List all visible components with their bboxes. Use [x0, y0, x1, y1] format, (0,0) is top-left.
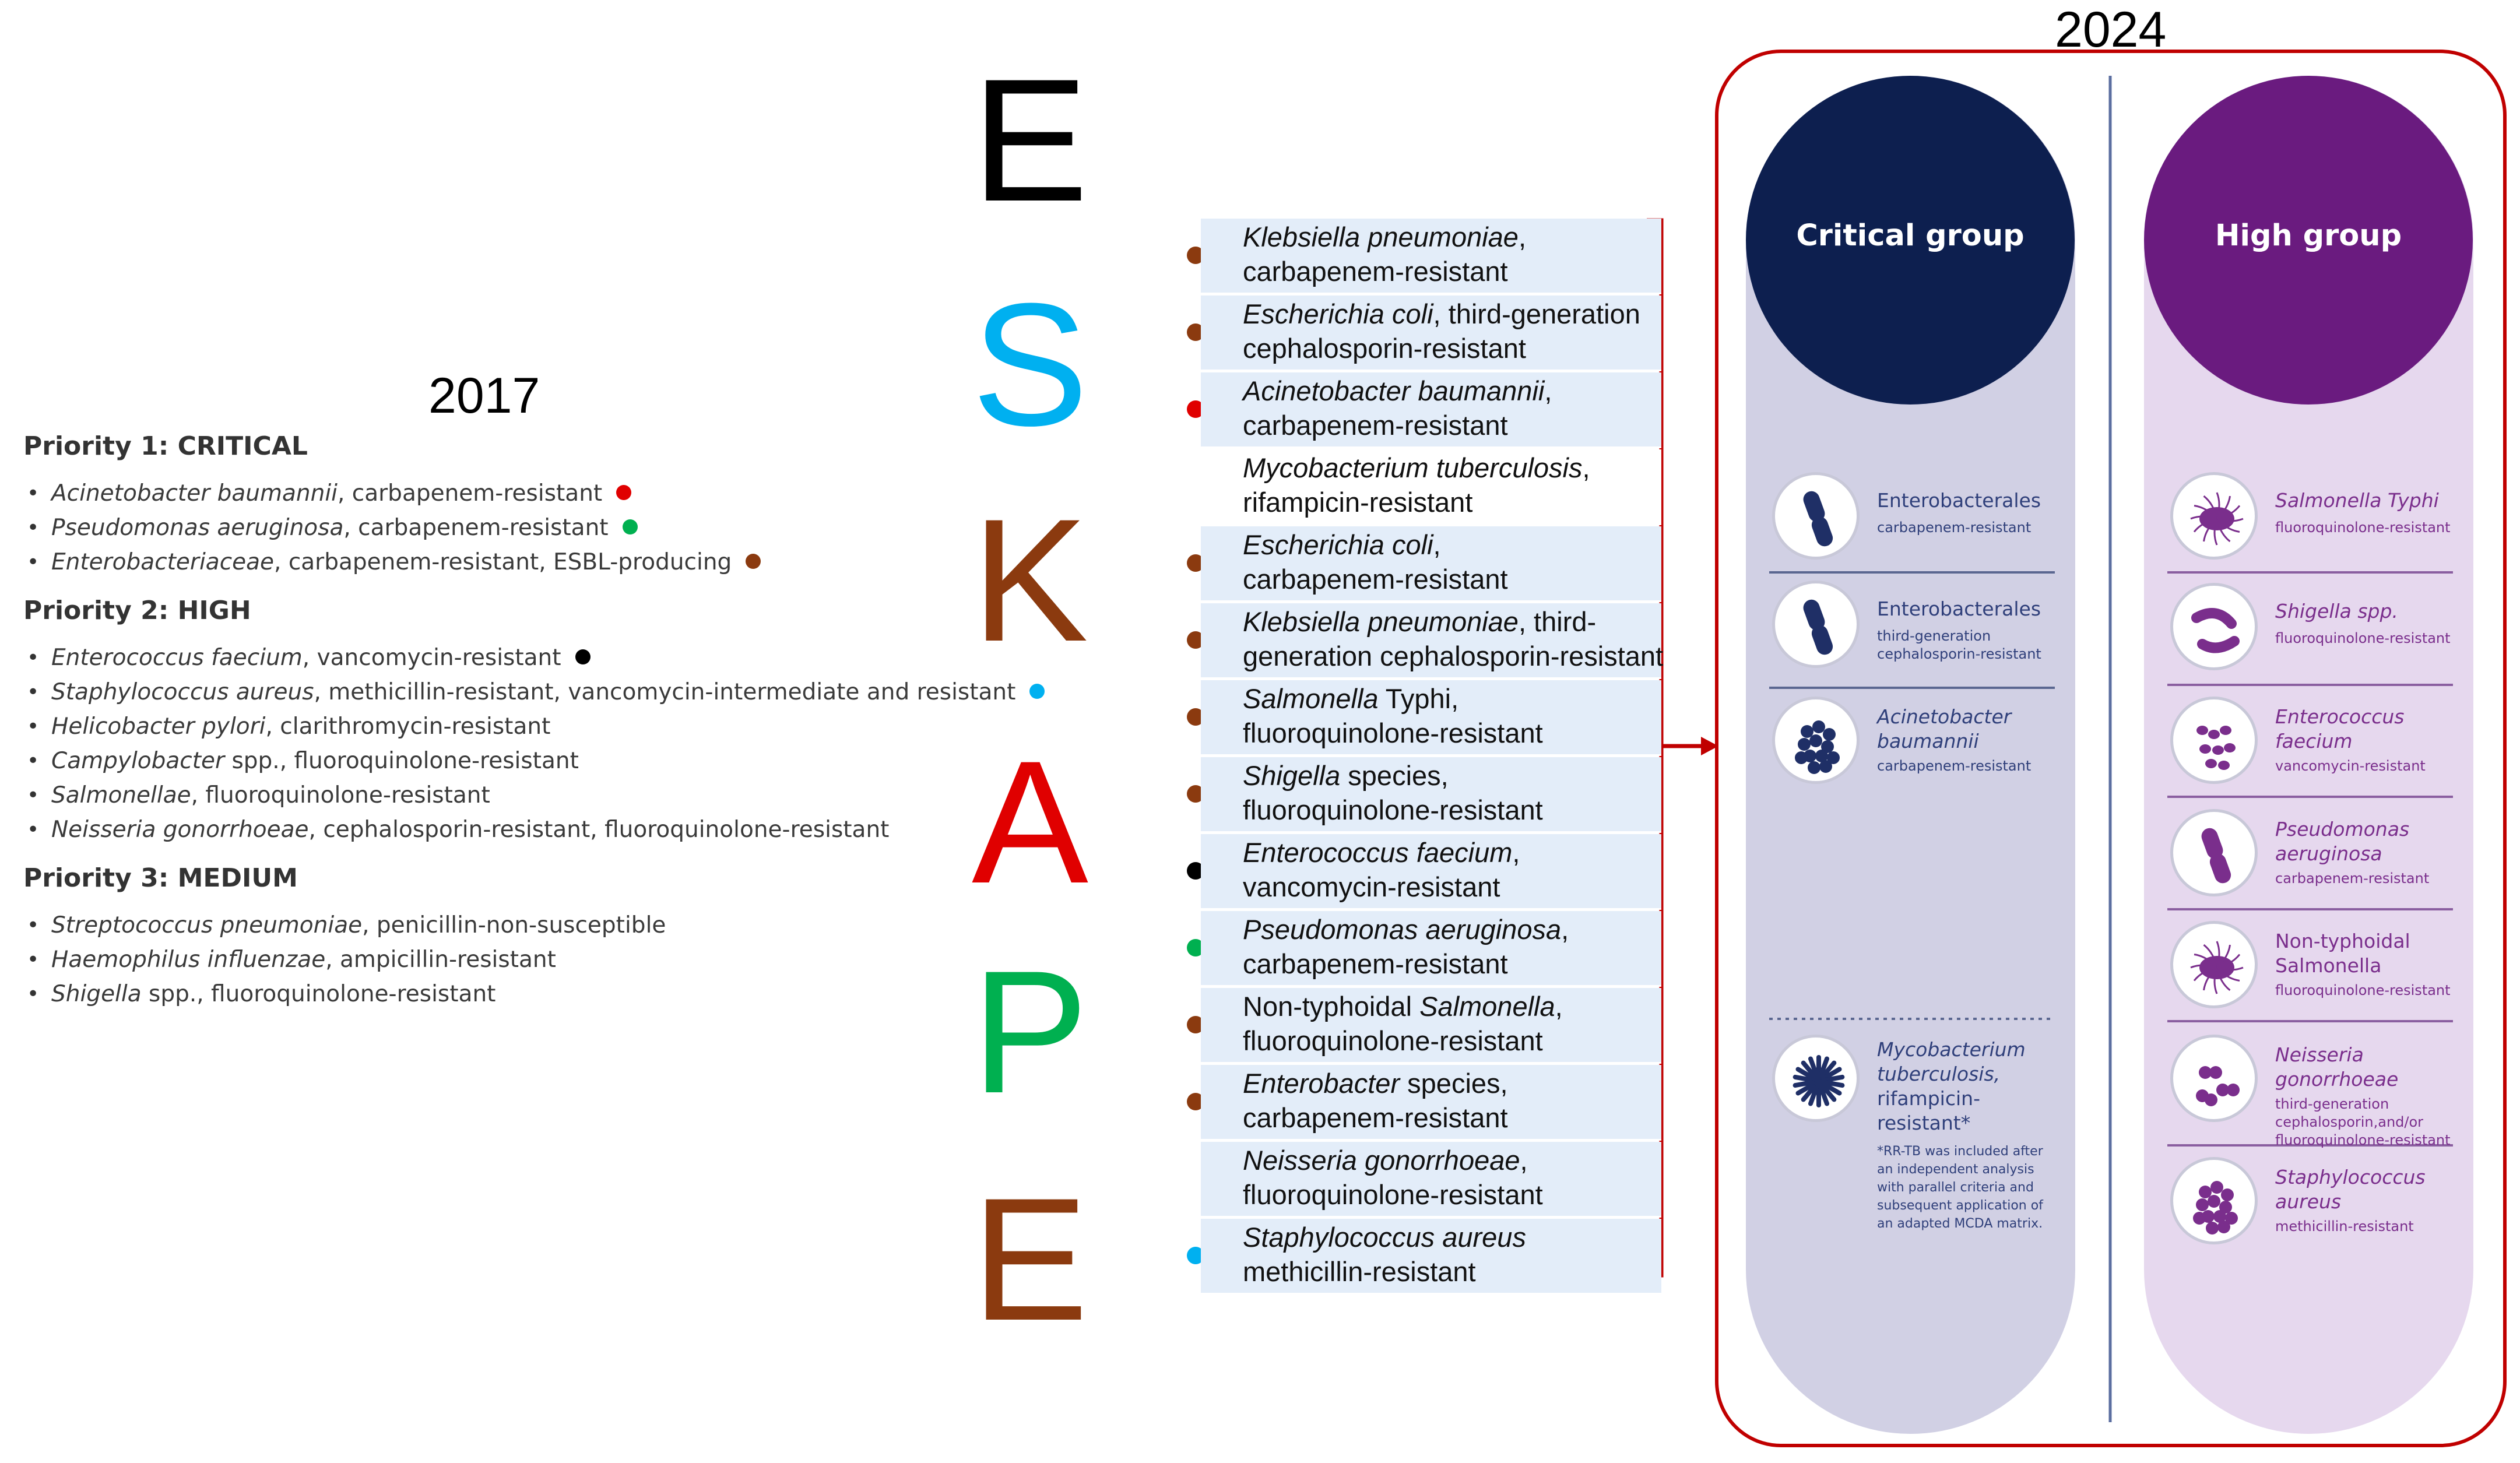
- priority-item: [23, 709, 991, 744]
- pathogen-name: Pseudomonas aeruginosa: [51, 515, 344, 541]
- resistance-text: , ampicillin-resistant: [325, 947, 556, 973]
- pathogen-detail: species, carbapenem-resistant: [1243, 1068, 1508, 1133]
- resistance-text: , methicillin-resistant, vancomycin-intermediate and resistant: [314, 679, 1016, 705]
- pathogen-cell: [1201, 757, 1661, 833]
- pathogen-row: [1183, 296, 1661, 372]
- eskape-letter-e: E: [971, 1161, 1089, 1357]
- priority-item: [23, 675, 1016, 709]
- pathogen-name: Escherichia coli: [1243, 298, 1433, 329]
- priority-list: [23, 476, 991, 579]
- resistance-text: spp., fluoroquinolone-resistant: [224, 748, 579, 774]
- rr-tb-footnote: *RR-TB was included after an independent analysis with parallel criteria and subsequent application of an adapted MCDA matrix.: [1877, 1144, 2043, 1231]
- pathogen-name: Non-typhoidal Salmonella: [2275, 930, 2410, 977]
- pathogen-name: Escherichia coli: [1243, 529, 1433, 560]
- pathogen-cell: [1201, 296, 1661, 371]
- pathogen-name: Neisseria gonorrhoeae: [1243, 1145, 1520, 1176]
- priority-list: [23, 641, 1016, 847]
- resistance-text: , carbapenem-resistant: [338, 480, 603, 507]
- resistance-label: fluoroquinolone-resistant: [2275, 982, 2451, 998]
- pathogen-cell: [1201, 911, 1661, 987]
- priority-list: [23, 908, 991, 1011]
- critical-group-title: Critical group: [1796, 219, 2025, 253]
- pathogen-name: Enterococcus faecium: [51, 645, 303, 671]
- pathogen-name: Enterobacteriaceae: [51, 549, 275, 575]
- pathogen-name: Pseudomonas aeruginosa: [1243, 914, 1562, 945]
- pathogen-row: [1183, 449, 1661, 526]
- pathogen-name: Neisseria gonorrhoeae: [51, 817, 309, 843]
- pathogen-cell: [1201, 1065, 1661, 1141]
- pathogen-detail: Typhi, fluoroquinolone-resistant: [1243, 683, 1543, 748]
- priority-item: [23, 511, 991, 545]
- eskape-letter-s: S: [971, 266, 1089, 462]
- pathogen-cell: [1201, 1142, 1661, 1218]
- pathogen-row: [1183, 372, 1661, 449]
- eskape-letter-a: A: [971, 724, 1089, 920]
- pathogen-name: Staphylococcus aureus: [51, 679, 314, 705]
- pathogen-name: Pseudomonas aeruginosa: [2275, 818, 2410, 865]
- pathogen-name: Helicobacter pylori: [51, 713, 266, 740]
- eskape-letter-e: E: [971, 42, 1089, 238]
- pathogen-row: [1183, 834, 1661, 911]
- resistance-text: , penicillin-non-susceptible: [362, 912, 666, 938]
- flagellated-bacteria-icon: [2170, 472, 2258, 560]
- rod-bacteria-icon: [1772, 581, 1860, 668]
- pathogen-name: Enterococcus faecium: [1243, 837, 1513, 868]
- pathogen-detail: Non-typhoidal: [1243, 991, 1420, 1022]
- pathogen-detail: , rifampicin-resistant: [1243, 452, 1590, 518]
- pathogen-cell: [1201, 372, 1661, 448]
- pathogen-name: Klebsiella pneumoniae: [1243, 221, 1519, 252]
- pathogen-name: Shigella: [1243, 760, 1341, 791]
- priority-item: [23, 977, 991, 1011]
- pathogen-cell: [1201, 603, 1664, 679]
- eskape-marker-dot: [746, 554, 761, 569]
- eskape-letter-k: K: [971, 482, 1089, 678]
- resistance-text: , cephalosporin-resistant, fluoroquinolone-resistant: [308, 817, 890, 843]
- curved-rod-bacteria-icon: [2170, 583, 2258, 670]
- pathogen-detail: , third- generation cephalosporin-resistant: [1243, 606, 1664, 671]
- pathogen-name: Enterobacterales: [1877, 597, 2041, 620]
- pathogen-row: [1183, 1219, 1661, 1296]
- pathogen-detail: , carbapenem-resistant: [1243, 914, 1569, 979]
- pathogen-detail: , fluoroquinolone-resistant: [1243, 991, 1563, 1056]
- pathogen-detail: , carbapenem-resistant: [1243, 221, 1526, 287]
- pathogen-cell: [1201, 834, 1661, 910]
- pathogen-name: Staphylococcus aureus: [1243, 1222, 1526, 1253]
- resistance-label: carbapenem-resistant: [2275, 870, 2430, 887]
- resistance-text: , carbapenem-resistant, ESBL-producing: [274, 549, 732, 575]
- rod-bacteria-icon: [2170, 809, 2258, 896]
- pathogen-name: Shigella: [51, 981, 142, 1007]
- pathogen-name: Salmonellae: [51, 782, 191, 808]
- pathogen-cell: [1201, 219, 1661, 294]
- resistance-label: carbapenem-resistant: [1877, 519, 2032, 536]
- priority-heading: Priority 1: CRITICAL: [23, 431, 308, 461]
- pathogen-name: Staphylococcus aureus: [2275, 1166, 2426, 1213]
- pathogen-detail: methicillin-resistant: [1243, 1256, 1476, 1287]
- pathogen-name: Neisseria gonorrhoeae: [2275, 1043, 2399, 1091]
- resistance-text: spp., fluoroquinolone-resistant: [141, 981, 496, 1007]
- pathogen-row: [1183, 526, 1661, 603]
- pathogen-detail: , carbapenem-resistant: [1243, 375, 1552, 441]
- resistance-label: methicillin-resistant: [2275, 1218, 2414, 1235]
- pathogen-row: [1183, 911, 1661, 988]
- pathogen-row: [1183, 1142, 1661, 1219]
- diplococci-icon: [2170, 1035, 2258, 1122]
- flagellated-bacteria-icon: [2170, 921, 2258, 1008]
- eskape-marker-dot: [616, 485, 631, 500]
- pathogen-name: Enterobacterales: [1877, 489, 2041, 512]
- priority-heading: Priority 3: MEDIUM: [23, 863, 298, 893]
- pathogen-row: [1183, 603, 1664, 680]
- resistance-text: , carbapenem-resistant: [343, 515, 609, 541]
- priority-heading: Priority 2: HIGH: [23, 596, 251, 625]
- pathogen-name: Klebsiella pneumoniae: [1243, 606, 1519, 637]
- pathogen-name: Mycobacterium tuberculosis: [1243, 452, 1583, 483]
- pathogen-row: [1183, 680, 1661, 757]
- pathogen-detail: , fluoroquinolone-resistant: [1243, 1145, 1543, 1210]
- priority-list-2017: [23, 431, 1016, 1011]
- resistance-label: rifampicin- resistant*: [1877, 1087, 1980, 1134]
- resistance-label: fluoroquinolone-resistant: [2275, 519, 2451, 536]
- pathogen-name: Acinetobacter baumannii: [51, 480, 338, 507]
- resistance-label: third-generation cephalosporin-resistant: [1877, 628, 2041, 662]
- pathogen-name: Enterobacter: [1243, 1068, 1400, 1099]
- priority-item: [23, 744, 991, 778]
- pathogen-name: Acinetobacter baumannii: [1243, 375, 1545, 406]
- pathogen-name: Shigella spp.: [2275, 600, 2398, 623]
- high-group-title: High group: [2215, 219, 2402, 253]
- priority-item: [23, 813, 991, 847]
- eskape-marker-dot: [623, 519, 638, 534]
- pathogen-name: Haemophilus influenzae: [51, 947, 326, 973]
- eskape-marker-dot: [1029, 684, 1045, 699]
- pathogen-row: [1183, 757, 1661, 834]
- pathogen-name: Mycobacterium tuberculosis,: [1877, 1038, 2026, 1085]
- resistance-text: , fluoroquinolone-resistant: [191, 782, 490, 808]
- pathogen-name: Campylobacter: [51, 748, 225, 774]
- priority-item: [23, 641, 991, 675]
- priority-item: [23, 476, 991, 511]
- cocci-cluster-icon: [2170, 1157, 2258, 1244]
- resistance-text: , vancomycin-resistant: [302, 645, 561, 671]
- pathogen-row: [1183, 219, 1661, 296]
- pathogen-name: Salmonella: [1419, 991, 1555, 1022]
- priority-item: [23, 545, 991, 579]
- resistance-label: fluoroquinolone-resistant: [2275, 630, 2451, 646]
- pathogen-name: Salmonella: [1243, 683, 1379, 714]
- pathogen-cell: [1201, 988, 1661, 1064]
- pathogen-detail: , carbapenem-resistant: [1243, 529, 1508, 595]
- pathogen-row: [1183, 988, 1661, 1065]
- resistance-label: third-generation cephalosporin,and/or fluoroquinolone-resistant: [2275, 1096, 2451, 1148]
- pathogen-row: [1183, 1065, 1661, 1142]
- resistance-label: carbapenem-resistant: [1877, 758, 2032, 774]
- priority-item: [23, 942, 991, 977]
- pathogen-name: Acinetobacter baumannii: [1877, 705, 2012, 752]
- mycobacterium-icon: [1772, 1035, 1860, 1122]
- pathogen-cell: [1201, 449, 1661, 525]
- resistance-text: , clarithromycin-resistant: [265, 713, 551, 740]
- pathogen-cell: [1201, 526, 1661, 602]
- pathogen-detail: , third-generation cephalosporin-resistant: [1243, 298, 1640, 364]
- priority-item: [23, 908, 991, 942]
- cluster-bacteria-icon: [1772, 697, 1860, 784]
- eskape-marker-dot: [575, 649, 591, 664]
- pathogen-detail: species, fluoroquinolone-resistant: [1243, 760, 1543, 825]
- pathogen-name: Streptococcus pneumoniae: [51, 912, 363, 938]
- pathogen-name: Salmonella Typhi: [2275, 489, 2439, 512]
- resistance-label: vancomycin-resistant: [2275, 758, 2426, 774]
- priority-item: [23, 778, 991, 813]
- pathogen-cell: [1201, 1219, 1661, 1295]
- rod-bacteria-icon: [1772, 472, 1860, 560]
- year-2024-label: 2024: [2055, 2, 2167, 58]
- pathogen-detail: , vancomycin-resistant: [1243, 837, 1520, 902]
- year-2017-label: 2017: [428, 368, 540, 424]
- pathogen-name: Enterococcus faecium: [2275, 705, 2405, 752]
- cocci-chain-icon: [2170, 697, 2258, 784]
- eskape-letter-p: P: [971, 934, 1089, 1130]
- eskape-pathogen-list: [1183, 219, 1664, 1296]
- pathogen-cell: [1201, 680, 1661, 756]
